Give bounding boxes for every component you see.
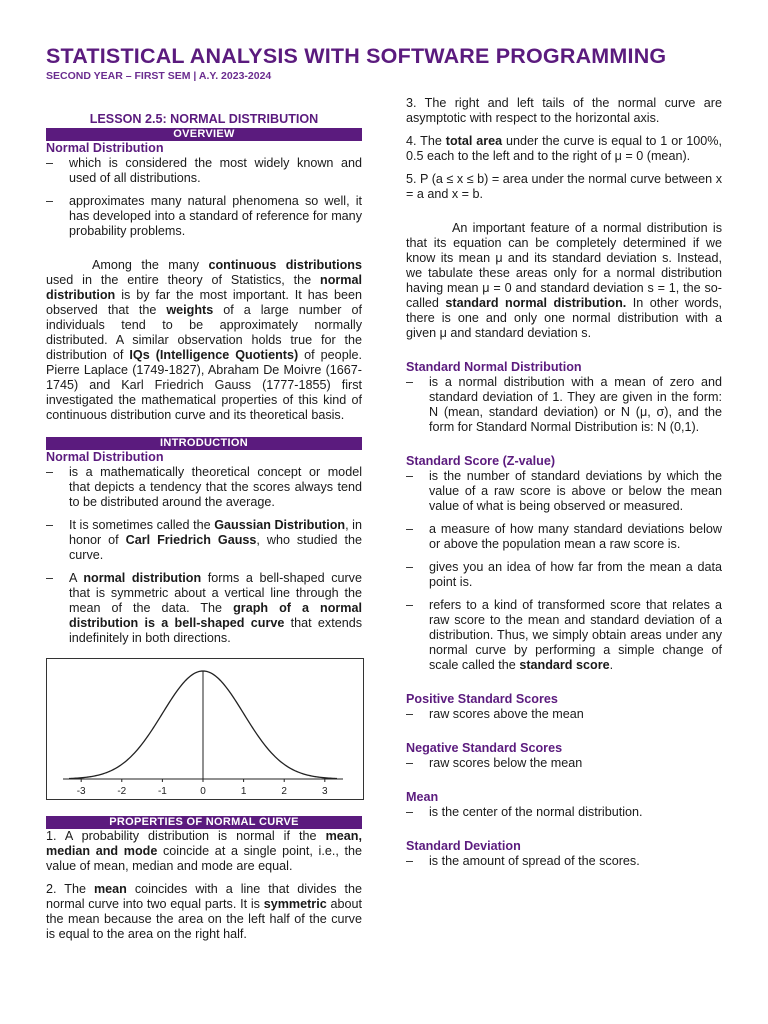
list-item [406,375,722,435]
document-subtitle: SECOND YEAR – FIRST SEM | A.Y. 2023-2024 [46,70,272,82]
list-item-text: a measure of how many standard deviations below or above the population mean a raw score is. [429,522,722,551]
dash-bullet: – [406,522,414,536]
list-item [406,598,722,673]
list-item [46,518,362,563]
dash-bullet: – [46,194,54,208]
introduction-bar: INTRODUCTION [46,437,362,450]
document-title: STATISTICAL ANALYSIS WITH SOFTWARE PROGRAMMING [46,44,667,68]
dash-bullet: – [406,375,414,389]
dash-bullet: – [46,571,54,585]
feature-paragraph: An important feature of a normal distribution is that its equation can be completely determined if we know its mean μ and its standard deviation s. Instead, we tabulate these areas only for a normal distribution having mean μ = 0 and standard deviation s = 1, the so-called standard normal distribution. In other words, there is one and only one normal distribution with a given μ and standard deviation s. [406,221,722,340]
normal-curve-chart [46,658,364,800]
dash-bullet: – [46,465,54,479]
x-tick-label: 3 [322,786,328,797]
introduction-subheading: Normal Distribution [46,450,164,464]
list-item-text: is the amount of spread of the scores. [429,854,640,868]
list-item-text: is the number of standard deviations by which the value of a raw score is above or below the mean value of what is being observed or measured. [429,469,722,513]
dash-bullet: – [406,756,414,770]
positive-scores-heading: Positive Standard Scores [406,692,558,706]
x-tick-label: -3 [76,786,86,797]
property-1: 1. A probability distribution is normal if the mean, median and mode coincide at a single point, i.e., the value of mean, median and mode are equal. [46,829,362,873]
property-5: 5. P (a ≤ x ≤ b) = area under the normal curve between x = a and x = b. [406,172,722,201]
list-item [46,194,362,239]
list-item-text: which is considered the most widely known and used of all distributions. [69,156,362,185]
property-3: 3. The right and left tails of the normal curve are asymptotic with respect to the horizontal axis. [406,96,722,125]
list-item-text: is the center of the normal distribution. [429,805,643,819]
list-item [406,854,722,869]
dash-bullet: – [406,560,414,574]
overview-bar: OVERVIEW [46,128,362,141]
list-item-text: refers to a kind of transformed score that relates a raw score to the mean and standard deviation of a distribution. Thus, we simply obtain areas under any normal curve by performing a simple change of scale called the standard score. [429,598,722,672]
standard-score-heading: Standard Score (Z-value) [406,454,556,468]
overview-paragraph: Among the many continuous distributions used in the entire theory of Statistics, the normal distribution is by far the most important. It has been observed that the weights of a large number of individuals tend to be approximately normally distributed. A similar observation holds true for the distribution of IQs (Intelligence Quotients) of people. Pierre Laplace (1749-1827), Abraham De Moivre (1667-1745) and Karl Friedrich Gauss (1777-1855) first investigated the mathematical properties of this kind of continuous distribution curve and its theoretical basis. [46,258,363,422]
dash-bullet: – [46,156,54,170]
list-item-text: is a normal distribution with a mean of zero and standard deviation of 1. They are given in the form: N (mean, standard deviation) or N (μ, σ), and the form for Standard Normal Distribution is: N (0,1). [429,375,722,434]
list-item [46,465,362,510]
list-item-text: raw scores above the mean [429,707,584,721]
dash-bullet: – [406,598,414,612]
standard-deviation-heading: Standard Deviation [406,839,521,853]
list-item [406,756,722,771]
x-tick-label: -2 [117,786,127,797]
list-item-text: approximates many natural phenomena so well, it has developed into a standard of reference for many probability problems. [69,194,362,238]
normal-curve-svg [47,659,363,799]
list-item-text: is a mathematically theoretical concept or model that depicts a tendency that the scores always tend to be distributed around the average. [69,465,362,509]
list-item [406,469,722,514]
mean-heading: Mean [406,790,439,804]
x-tick-label: 2 [281,786,287,797]
list-item-text: A normal distribution forms a bell-shaped curve that is symmetric about a vertical line through the mean of the data. The graph of a normal distribution is a bell-shaped curve that extends indefinitely in both directions. [69,571,363,645]
properties-bar: PROPERTIES OF NORMAL CURVE [46,816,362,829]
dash-bullet: – [406,707,414,721]
property-4: 4. The total area under the curve is equal to 1 or 100%, 0.5 each to the left and to the right of μ = 0 (mean). [406,134,722,163]
list-item [46,156,362,186]
standard-normal-heading: Standard Normal Distribution [406,360,582,374]
list-item-text: gives you an idea of how far from the mean a data point is. [429,560,722,589]
left-column [46,112,362,942]
list-item [406,560,722,590]
x-tick-label: 1 [240,786,247,797]
list-item-text: raw scores below the mean [429,756,583,770]
dash-bullet: – [46,518,54,532]
property-2: 2. The mean coincides with a line that divides the normal curve into two equal parts. It is symmetric about the mean because the area on the left half of the curve is equal to the area on the right half. [46,882,362,941]
x-tick-label: -1 [157,786,167,797]
negative-scores-heading: Negative Standard Scores [406,741,563,755]
list-item [406,522,722,552]
lesson-title: LESSON 2.5: NORMAL DISTRIBUTION [89,112,319,126]
dash-bullet: – [406,854,414,868]
dash-bullet: – [406,805,414,819]
dash-bullet: – [406,469,414,483]
x-tick-label: 0 [200,786,206,797]
right-column [406,96,722,869]
list-item [46,571,362,646]
list-item [406,805,722,820]
list-item [406,707,722,722]
list-item-text: It is sometimes called the Gaussian Distribution, in honor of Carl Friedrich Gauss, who studied the curve. [69,518,362,562]
overview-subheading: Normal Distribution [46,141,164,155]
